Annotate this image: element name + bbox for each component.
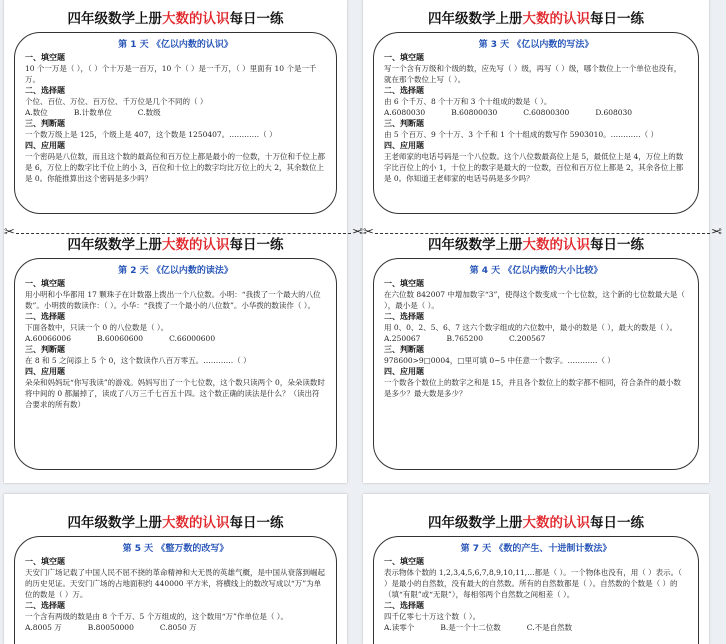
worksheet-page-1 [4, 0, 347, 483]
choice-option: D.608030 [595, 108, 633, 117]
section-heading: 三、判断题 [384, 119, 424, 128]
question-box [14, 258, 337, 470]
choice-option: A.数位 [25, 108, 48, 117]
section-heading: 二、选择题 [25, 86, 65, 95]
worksheet-page-2 [363, 0, 709, 483]
daily-card-day1 [14, 10, 337, 214]
question-box [14, 32, 337, 214]
section-heading: 二、选择题 [384, 312, 424, 321]
section-heading: 一、填空题 [384, 557, 424, 566]
dashed-divider [375, 233, 710, 234]
card-title: 四年级数学上册大数的认识每日一练 [67, 515, 284, 531]
question-text: 由 5 个百万、9 个十万、3 个千和 1 个十组成的数写作 5903010。…………（ ） [384, 130, 659, 139]
choice-option: B.765200 [446, 334, 483, 343]
section-heading: 一、填空题 [384, 279, 424, 288]
question-text: 下面各数中，只读一个 0 的八位数是（ ）。 [25, 323, 169, 332]
card-title: 四年级数学上册大数的认识每日一练 [67, 237, 284, 253]
question-text: 10 个一万是（ ），（ ）个十万是一百万，10 个（ ）是一千万，（ ）里面有 10 个是一千万。 [25, 64, 317, 84]
section-heading: 四、应用题 [25, 367, 65, 376]
day-subtitle: 第 7 天 《数的产生、十进制计数法》 [460, 544, 612, 554]
question-text: 王老师家的电话号码是一个八位数。这个八位数最高位上是 5，最低位上是 4，万位上的数字比百位上的小 1，十位上的数字是最大的一位数，百位和百万位上都是 2，其余各位上都是 0。你知道王老师家的电话号码是多少吗？ [384, 152, 684, 183]
cut-line-right [361, 225, 724, 240]
dashed-divider [16, 233, 351, 234]
choice-options [25, 107, 326, 118]
section-heading: 一、填空题 [25, 557, 65, 566]
day-subtitle: 第 5 天 《整万数的改写》 [122, 544, 229, 554]
daily-card-day3 [373, 10, 699, 214]
section-heading: 二、选择题 [384, 86, 424, 95]
question-text: 978600>9□0004，□里可填 0~5 中任意一个数字。…………（ ） [384, 356, 615, 365]
choice-option: C.66000600 [169, 334, 216, 343]
question-text: 在六位数 842007 中增加数字“3”，使得这个数变成一个七位数，这个新的七位数最大是（ ），最小是（ ）。 [384, 290, 685, 310]
section-heading: 四、应用题 [384, 367, 424, 376]
worksheet-page-3 [4, 494, 347, 644]
card-title: 四年级数学上册大数的认识每日一练 [428, 237, 644, 253]
daily-card-day2 [14, 236, 337, 470]
card-title: 四年级数学上册大数的认识每日一练 [428, 11, 644, 27]
choice-option: A.读零个 [384, 623, 415, 632]
question-text: 朵朵和妈妈玩“你写我读”的游戏。妈妈写出了一个七位数，这个数只读两个 0，朵朵读数时将中间的 0 都漏掉了，读成了八万三千七百五十四。这个数正确的读法是什么？（读出符合要求的所有数） [25, 378, 325, 409]
question-box [14, 536, 337, 644]
day-subtitle: 第 3 天 《亿以内数的写法》 [478, 40, 594, 50]
cut-line-left [2, 225, 365, 240]
card-title: 四年级数学上册大数的认识每日一练 [428, 515, 644, 531]
question-text: 用 0、0、2、5、6、7 这六个数字组成的六位数中，最小的数是（ ），最大的数是（ ）。 [384, 323, 678, 332]
choice-option: C.数级 [137, 108, 161, 117]
section-heading: 一、填空题 [25, 53, 65, 62]
question-text: 在 8 和 5 之间添上 5 个 0，这个数读作八百万零五。…………（ ） [25, 356, 251, 365]
worksheet-page-4 [363, 494, 709, 644]
day-subtitle: 第 1 天 《亿以内数的认识》 [118, 40, 233, 50]
question-box [373, 536, 699, 644]
question-text: 一个密码是八位数，而且这个数的最高位和百万位上都是最小的一位数，十万位和千位上都是 6，万位上的数字比千位上的小 3，百位和十位上的数字均比万位上的大 2，其余数位上是 0。你能推算出这个密码是多少吗？ [25, 152, 325, 183]
choice-option: C.60800300 [523, 108, 570, 117]
choice-option: A.250067 [384, 334, 421, 343]
section-heading: 一、填空题 [25, 279, 65, 288]
section-heading: 一、填空题 [384, 53, 424, 62]
question-text: 一个数各个数位上的数字之和是 15，并且各个数位上的数字都不相同，符合条件的最小数是多少？最大数是多少？ [384, 378, 681, 398]
question-text: 天安门广场记载了中国人民不屈不挠的革命精神和大无畏的英雄气概，是中国从衰落到崛起的历史见证。天安门广场的占地面积约 440000 平方米，将横线上的数改写成以“万”为单位的数是（ ）万。 [25, 568, 325, 599]
card-title: 四年级数学上册大数的认识每日一练 [67, 11, 284, 27]
day-subtitle: 第 4 天 《亿以内数的大小比较》 [469, 266, 603, 276]
question-text: 表示物体个数的 1,2,3,4,5,6,7,8,9,10,11,…都是（ ）。一个物体也没有，用（ ）表示。（ ）是最小的自然数，没有最大的自然数。所有的自然数都是（ ）。自然数的个数是（ ）的（填“有限”或“无限”），每相邻两个自然数之间相差（ ）。 [384, 568, 682, 599]
section-heading: 二、选择题 [384, 601, 424, 610]
choice-option: B.是一个十二位数 [440, 623, 501, 632]
daily-card-day7 [373, 514, 699, 644]
section-heading: 三、判断题 [25, 345, 65, 354]
question-text: 由 6 个千万、8 个十万和 3 个十组成的数是（ ）。 [384, 97, 552, 106]
section-heading: 三、判断题 [384, 345, 424, 354]
question-text: 一个数万级上是 125，个级上是 407，这个数是 1250407。…………（ ） [25, 130, 277, 139]
choice-option: A.60066006 [25, 334, 71, 343]
choice-option: B.80050000 [87, 623, 134, 632]
choice-options [25, 333, 326, 344]
choice-option: C.8050 万 [159, 623, 197, 632]
choice-options [384, 622, 688, 633]
scissors-icon: ✂ [4, 225, 15, 240]
day-subtitle: 第 2 天 《亿以内数的读法》 [118, 266, 233, 276]
question-text: 四千亿零七十万这个数（ ）。 [384, 612, 481, 621]
scissors-icon: ✂ [711, 225, 722, 240]
choice-options [384, 333, 688, 344]
scissors-icon: ✂ [363, 225, 374, 240]
choice-option: A.6080030 [384, 108, 426, 117]
section-heading: 三、判断题 [25, 119, 65, 128]
section-heading: 二、选择题 [25, 601, 65, 610]
choice-option: C.200567 [508, 334, 546, 343]
daily-card-day4 [373, 236, 699, 470]
scissors-icon: ✂ [352, 225, 363, 240]
choice-options [25, 622, 326, 633]
choice-option: B.60800030 [451, 108, 498, 117]
question-box [373, 32, 699, 214]
question-box [373, 258, 699, 470]
choice-options [384, 107, 688, 118]
choice-option: B.计数单位 [73, 108, 112, 117]
section-heading: 四、应用题 [384, 141, 424, 150]
choice-option: B.60060600 [96, 334, 144, 343]
question-text: 用小明和小华都用 17 颗珠子在计数器上拨出一个八位数。小明：“我拨了一个最大的八位数”。小明拨的数读作：（ ）。小华：“我拨了一个最小的八位数”。小华拨的数读作（ ）。 [25, 290, 321, 310]
section-heading: 四、应用题 [25, 141, 65, 150]
question-text: 一个含有两级的数是由 8 个千万、5 个万组成的，这个数用“万”作单位是（ ）。 [25, 612, 288, 621]
section-heading: 二、选择题 [25, 312, 65, 321]
question-text: 个位、百位、万位、百万位、千万位是几个不同的（ ） [25, 97, 208, 106]
question-text: 写一个含有万级和个级的数，应先写（ ）级，再写（ ）级，哪个数位上一个单位也没有，就在那个数位上写（ ）。 [384, 64, 682, 84]
choice-option: A.8005 万 [25, 623, 62, 632]
choice-option: C.不是自然数 [526, 623, 573, 632]
daily-card-day5 [14, 514, 337, 644]
